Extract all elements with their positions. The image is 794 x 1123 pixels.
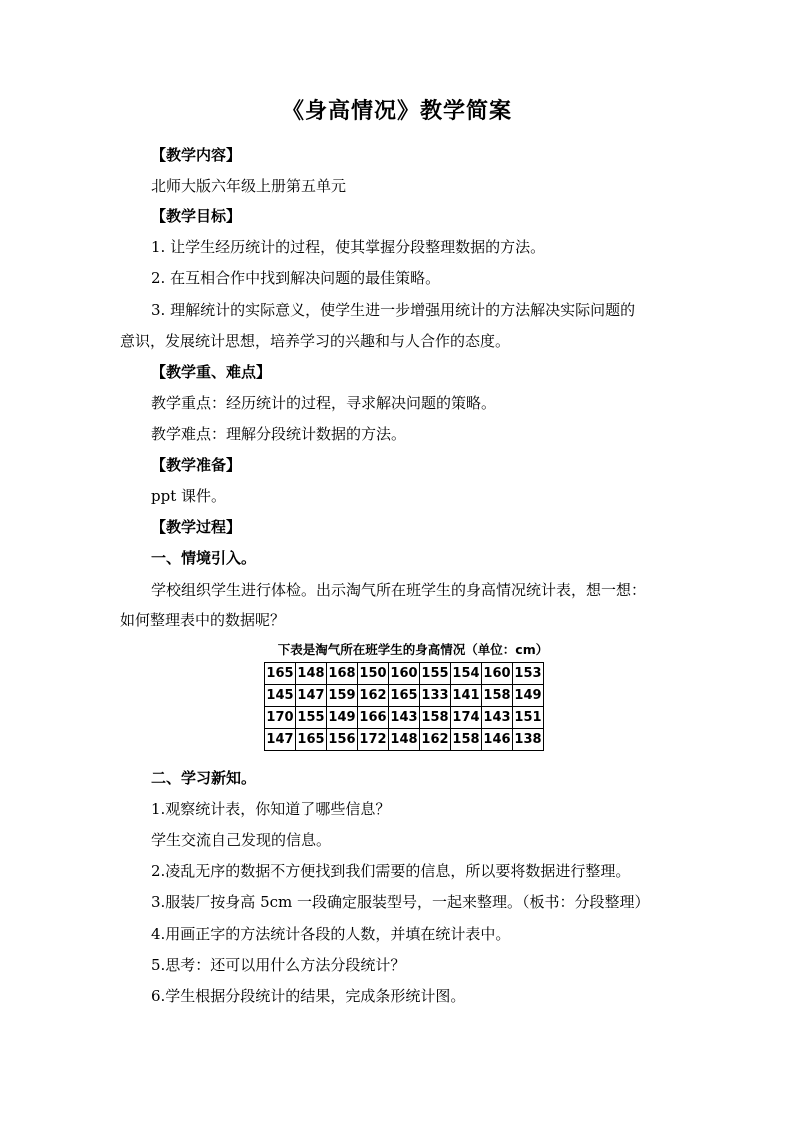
table-cell: 165 [265,663,296,685]
table-cell: 143 [482,707,513,729]
section-1-heading: 一、情境引入。 [151,549,257,567]
table-cell: 151 [513,707,544,729]
step-1-note: 学生交流自己发现的信息。 [151,831,332,849]
table-cell: 160 [389,663,420,685]
table-cell: 149 [327,707,358,729]
content-heading: 【教学内容】 [151,146,242,164]
table-cell: 147 [265,729,296,751]
section-1-paragraph-line-1: 学校组织学生进行体检。出示淘气所在班学生的身高情况统计表，想一想： [151,581,647,599]
table-cell: 174 [451,707,482,729]
preparation-heading: 【教学准备】 [151,456,242,474]
table-cell: 146 [482,729,513,751]
table-cell: 158 [420,707,451,729]
step-6: 6.学生根据分段统计的结果，完成条形统计图。 [151,987,466,1005]
table-cell: 172 [358,729,389,751]
table-cell: 133 [420,685,451,707]
table-cell: 155 [296,707,327,729]
table-cell: 138 [513,729,544,751]
table-cell: 141 [451,685,482,707]
step-4: 4.用画正字的方法统计各段的人数，并填在统计表中。 [151,925,511,943]
goal-item-1: 1. 让学生经历统计的过程，使其掌握分段整理数据的方法。 [151,238,546,256]
table-cell: 160 [482,663,513,685]
table-cell: 162 [358,685,389,707]
table-row [265,729,544,751]
table-cell: 150 [358,663,389,685]
table-cell: 145 [265,685,296,707]
step-2: 2.凌乱无序的数据不方便找到我们需要的信息，所以要将数据进行整理。 [151,862,631,880]
table-cell: 159 [327,685,358,707]
content-text: 北师大版六年级上册第五单元 [151,177,347,195]
table-cell: 165 [296,729,327,751]
table-cell: 154 [451,663,482,685]
table-cell: 147 [296,685,327,707]
preparation-text: ppt 课件。 [151,487,227,505]
table-cell: 162 [420,729,451,751]
table-cell: 158 [451,729,482,751]
document-title: 《身高情况》教学简案 [281,98,512,124]
step-5: 5.思考：还可以用什么方法分段统计？ [151,956,406,974]
table-cell: 143 [389,707,420,729]
table-row [265,663,544,685]
process-heading: 【教学过程】 [151,518,242,536]
key-point-focus: 教学重点：经历统计的过程，寻求解决问题的策略。 [151,394,497,412]
goal-item-3-line-1: 3. 理解统计的实际意义，使学生进一步增强用统计的方法解决实际问题的 [151,301,636,319]
table-cell: 166 [358,707,389,729]
step-3: 3.服装厂按身高 5cm 一段确定服装型号，一起来整理。（板书：分段整理） [151,893,650,911]
table-cell: 155 [420,663,451,685]
table-cell: 153 [513,663,544,685]
table-cell: 170 [265,707,296,729]
table-cell: 168 [327,663,358,685]
table-cell: 156 [327,729,358,751]
section-2-heading: 二、学习新知。 [151,769,257,787]
key-point-difficulty: 教学难点：理解分段统计数据的方法。 [151,425,407,443]
table-cell: 158 [482,685,513,707]
table-row [265,685,544,707]
table-cell: 148 [296,663,327,685]
table-row [265,707,544,729]
table-cell: 148 [389,729,420,751]
table-cell: 165 [389,685,420,707]
goals-heading: 【教学目标】 [151,207,242,225]
table-cell: 149 [513,685,544,707]
key-points-heading: 【教学重、难点】 [151,363,272,381]
height-table [264,662,544,751]
goal-item-2: 2. 在互相合作中找到解决问题的最佳策略。 [151,269,441,287]
table-caption: 下表是淘气所在班学生的身高情况（单位：cm） [277,642,549,657]
step-1: 1.观察统计表，你知道了哪些信息？ [151,800,391,818]
goal-item-3-line-2: 意识，发展统计思想，培养学习的兴趣和与人合作的态度。 [120,332,511,350]
section-1-paragraph-line-2: 如何整理表中的数据呢？ [120,611,286,629]
